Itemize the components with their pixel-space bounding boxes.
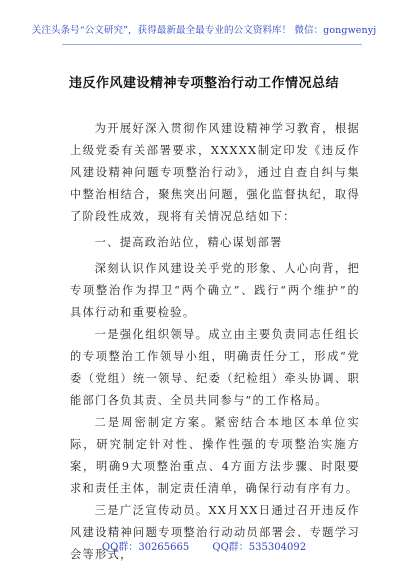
paragraph: 三是广泛宣传动员。XX月XX日通过召开违反作风建设精神问题专项整治行动动员部署会、专题学习会等形式， xyxy=(70,504,360,561)
header-divider xyxy=(62,44,362,45)
footer-qq-group-2: QQ群：535304092 xyxy=(212,542,307,553)
section-heading: 一、提高政治站位，精心谋划部署 xyxy=(94,236,283,249)
footer-qq-group-1: QQ群：30265665 xyxy=(101,542,190,553)
paragraph: 二是周密制定方案。紧密结合本地区本单位实际，研究制定针对性、操作性强的专项整治实施方案，明确9大项整治重点、4方面方法步骤、时限要求和责任主体，制定责任清单，确保行动有序有力。 xyxy=(70,416,360,495)
document-body xyxy=(70,118,360,566)
footer-contact xyxy=(0,538,408,553)
paragraph: 一是强化组织领导。成立由主要负责同志任组长的专项整治工作领导小组，明确责任分工，形成“党委（党组）统一领导、纪委（纪检组）牵头协调、职能部门各负其责、全员共同参与”的工作格局。 xyxy=(70,328,360,407)
paragraph-intro: 为开展好深入贯彻作风建设精神学习教育，根据上级党委有关部署要求，XXXXX制定印发《违反作风建设精神问题专项整治行动》，通过自查自纠与集中整治相结合，聚焦突出问题，强化监督执纪，取得了阶段性成效，现将有关情况总结如下： xyxy=(70,122,360,223)
header-note: 关注头条号“公文研究”，获得最新最全最专业的公文资料库！ 微信：gongwenyj xyxy=(31,25,377,36)
paragraph: 深刻认识作风建设关乎党的形象、人心向背，把专项整治作为捍卫“两个确立”、践行“两个维护”的具体行动和重要检验。 xyxy=(70,262,360,319)
document-title: 违反作风建设精神专项整治行动工作情况总结 xyxy=(68,76,339,91)
